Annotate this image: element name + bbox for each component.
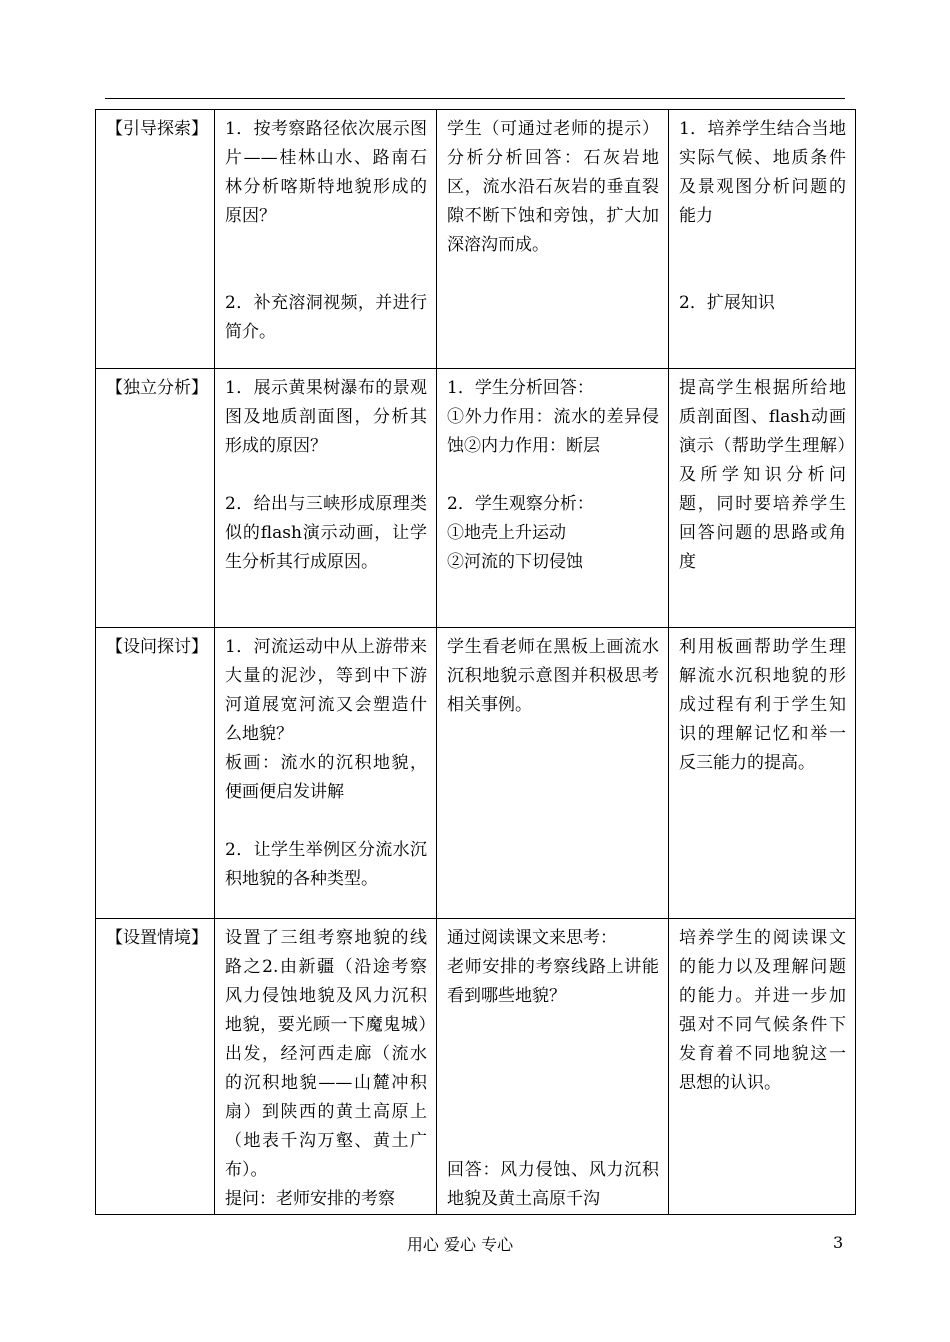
student-activity-cell	[437, 369, 669, 628]
table-row	[96, 919, 856, 1215]
table-row	[96, 110, 856, 369]
purpose-text: 1．培养学生结合当地实际气候、地质条件及景观图分析问题的能力	[679, 119, 846, 226]
student-text: 学生（可通过老师的提示）分析分析回答：石灰岩地区，流水沿石灰岩的垂直裂隙不断下蚀和旁蚀，扩大加深溶沟而成。	[447, 119, 659, 255]
purpose-text: 培养学生的阅读课文的能力以及理解问题的能力。并进一步加强对不同气候条件下发育着不同地貌这一思想的认识。	[679, 928, 846, 1093]
stage-cell	[96, 110, 215, 369]
student-text: 2．学生观察分析：	[447, 494, 594, 514]
stage-cell	[96, 628, 215, 919]
stage-label: 【引导探索】	[106, 119, 208, 139]
teacher-text: 2．给出与三峡形成原理类似的flash演示动画，让学生分析其行成原因。	[225, 494, 427, 572]
teacher-text: 板画：流水的沉积地貌，便画便启发讲解	[225, 753, 427, 802]
header-rule	[105, 98, 845, 99]
student-activity-cell	[437, 628, 669, 919]
teacher-text: 1．展示黄果树瀑布的景观图及地质剖面图，分析其形成的原因？	[225, 378, 427, 456]
table-row	[96, 628, 856, 919]
teacher-text: 1．河流运动中从上游带来大量的泥沙，等到中下游河道展宽河流又会塑造什么地貌？	[225, 637, 427, 744]
teacher-text: 2．让学生举例区分流水沉积地貌的各种类型。	[225, 840, 427, 889]
purpose-cell	[669, 369, 856, 628]
lesson-plan-table	[95, 109, 856, 1215]
student-text: 回答：风力侵蚀、风力沉积地貌及黄土高原千沟	[447, 1160, 659, 1209]
purpose-cell	[669, 110, 856, 369]
student-activity-cell	[437, 110, 669, 369]
stage-cell	[96, 369, 215, 628]
teacher-activity-cell	[215, 110, 437, 369]
student-text: 老师安排的考察线路上讲能看到哪些地貌？	[447, 957, 659, 1006]
purpose-text: 提高学生根据所给地质剖面图、flash动画演示（帮助学生理解）及所学知识分析问题，同时要培养学生回答问题的思路或角度	[679, 378, 846, 572]
stage-label: 【设问探讨】	[106, 637, 208, 657]
teacher-text: 2．补充溶洞视频，并进行简介。	[225, 293, 427, 342]
purpose-cell	[669, 919, 856, 1215]
purpose-cell	[669, 628, 856, 919]
student-text: 通过阅读课文来思考：	[447, 928, 617, 948]
purpose-text: 利用板画帮助学生理解流水沉积地貌的形成过程有利于学生知识的理解记忆和举一反三能力的提高。	[679, 637, 846, 773]
student-activity-cell	[437, 919, 669, 1215]
teacher-text: 设置了三组考察地貌的线路之2.由新疆（沿途考察风力侵蚀地貌及风力沉积地貌，要光顾一下魔鬼城）出发，经河西走廊（流水的沉积地貌——山麓冲积扇）到陕西的黄土高原上（地表千沟万壑、黄土广布）。	[225, 928, 427, 1180]
teacher-activity-cell	[215, 919, 437, 1215]
stage-label: 【独立分析】	[106, 378, 208, 398]
student-text: ①外力作用：流水的差异侵蚀②内力作用：断层	[447, 407, 659, 456]
table-row	[96, 369, 856, 628]
page-number: 3	[833, 1233, 844, 1252]
student-text: 1．学生分析回答：	[447, 378, 594, 398]
teacher-text: 1．按考察路径依次展示图片——桂林山水、路南石林分析喀斯特地貌形成的原因？	[225, 119, 427, 226]
student-text: ①地壳上升运动	[447, 523, 566, 543]
teacher-activity-cell	[215, 628, 437, 919]
teacher-text: 提问：老师安排的考察	[225, 1189, 395, 1209]
stage-cell	[96, 919, 215, 1215]
footer-motto: 用心 爱心 专心	[406, 1235, 514, 1254]
stage-label: 【设置情境】	[106, 928, 208, 948]
purpose-text: 2．扩展知识	[679, 293, 775, 313]
student-text: 学生看老师在黑板上画流水沉积地貌示意图并积极思考相关事例。	[447, 637, 659, 715]
student-text: ②河流的下切侵蚀	[447, 552, 583, 572]
teacher-activity-cell	[215, 369, 437, 628]
